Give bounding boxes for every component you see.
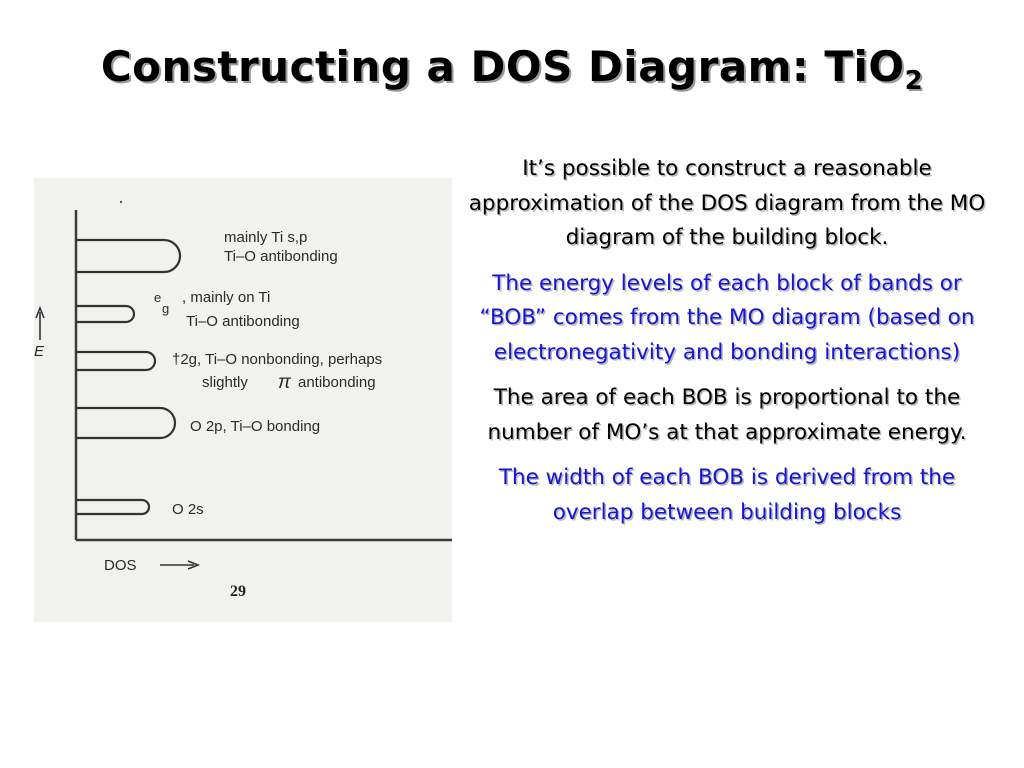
band-2-prefix-sub: g: [162, 301, 170, 316]
band-5-label: O 2s: [172, 501, 204, 518]
pi-symbol: π: [278, 372, 291, 393]
dos-diagram-figure: [34, 178, 452, 622]
slide-title: [0, 42, 1024, 96]
band-4-label: O 2p, Ti–O bonding: [190, 418, 321, 435]
band-1-label-1: mainly Ti s,p: [224, 229, 308, 246]
band-o2p-bonding: [76, 408, 175, 438]
dos-diagram-svg: [34, 178, 452, 622]
paragraph-energy-levels: The energy levels of each block of bands or “BOB” comes from the MO diagram (based on electronegativity and bonding interactions): [479, 270, 975, 365]
band-3-label-1: †2g, Ti–O nonbonding, perhaps: [172, 351, 383, 368]
band-ti-sp-antibonding: [76, 240, 180, 272]
body-text: [462, 152, 992, 541]
title-subscript: 2: [904, 66, 924, 96]
band-2-prefix: e: [154, 290, 162, 305]
paragraph-bob-area: The area of each BOB is proportional to the number of MO’s at that approximate energy.: [487, 385, 967, 445]
dos-axis-label: DOS: [104, 557, 137, 574]
band-3-label-2b: antibonding: [298, 374, 376, 391]
energy-axis-label: E: [34, 343, 45, 360]
title-text: Constructing a DOS Diagram: TiO: [100, 42, 905, 91]
paragraph-dos-approximation: It’s possible to construct a reasonable approximation of the DOS diagram from the MO diagram of the building block.: [468, 156, 986, 250]
band-o2s: [76, 500, 149, 514]
band-3-label-2: slightly: [202, 374, 248, 391]
band-eg-antibonding: [76, 306, 134, 322]
band-2-label-2: Ti–O antibonding: [186, 313, 300, 330]
figure-page-number: 29: [230, 583, 246, 600]
paragraph-bob-width: The width of each BOB is derived from the overlap between building blocks: [498, 465, 956, 525]
band-1-label-2: Ti–O antibonding: [224, 248, 338, 265]
band-t2g-nonbonding: [76, 352, 155, 370]
speck-mark: [120, 201, 122, 203]
band-2-label-1: , mainly on Ti: [182, 289, 271, 306]
